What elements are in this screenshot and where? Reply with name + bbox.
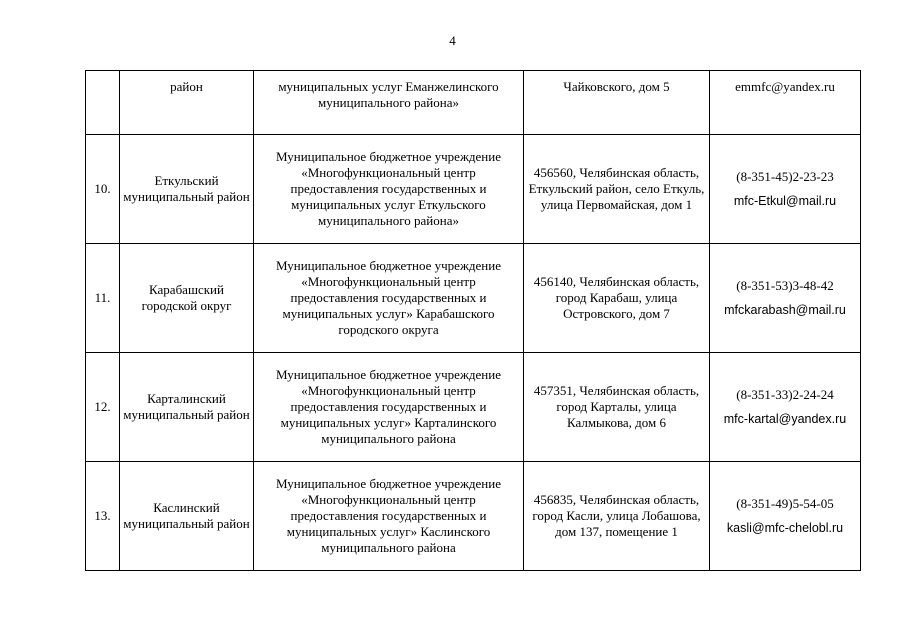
phone-number: (8-351-45)2-23-23 <box>736 169 834 184</box>
address-cell: 456835, Челябинская область, город Касли, улица Лобашова, дом 137, помещение 1 <box>524 462 710 571</box>
district-cell: Карталинский муниципальный район <box>120 353 254 462</box>
contacts-cell <box>710 135 861 244</box>
district-cell: Еткульский муниципальный район <box>120 135 254 244</box>
contacts-cell <box>710 71 861 135</box>
mfc-table <box>85 70 861 571</box>
email-link[interactable]: kasli@mfc-chelobl.ru <box>726 521 844 535</box>
table-row <box>86 462 861 571</box>
organization-cell: Муниципальное бюджетное учреждение «Многофункциональный центр предоставления государственных и муниципальных услуг» Карталинского муниципального района <box>254 353 524 462</box>
organization-cell: муниципальных услуг Еманжелинского муниципального района» <box>254 71 524 135</box>
table-row <box>86 135 861 244</box>
district-cell: район <box>120 71 254 135</box>
table-row <box>86 353 861 462</box>
row-number: 11. <box>86 244 120 353</box>
contacts-cell <box>710 462 861 571</box>
row-number: 12. <box>86 353 120 462</box>
address-cell: 457351, Челябинская область, город Карталы, улица Калмыкова, дом 6 <box>524 353 710 462</box>
email-link[interactable]: mfckarabash@mail.ru <box>724 303 846 317</box>
contacts-cell <box>710 244 861 353</box>
phone-number: (8-351-53)3-48-42 <box>736 278 834 293</box>
row-number: 10. <box>86 135 120 244</box>
phone-number: (8-351-49)5-54-05 <box>736 496 834 511</box>
row-number: 13. <box>86 462 120 571</box>
email-link[interactable]: mfc-Etkul@mail.ru <box>733 194 837 208</box>
contacts-cell <box>710 353 861 462</box>
page-number: 4 <box>449 33 456 48</box>
email-link[interactable]: emmfc@yandex.ru <box>735 79 835 94</box>
address-cell: 456560, Челябинская область, Еткульский район, село Еткуль, улица Первомайская, дом 1 <box>524 135 710 244</box>
organization-cell: Муниципальное бюджетное учреждение «Многофункциональный центр предоставления государственных и муниципальных услуг Еткульского муниципального района» <box>254 135 524 244</box>
district-cell: Карабашский городской округ <box>120 244 254 353</box>
address-cell: 456140, Челябинская область, город Карабаш, улица Островского, дом 7 <box>524 244 710 353</box>
address-cell: Чайковского, дом 5 <box>524 71 710 135</box>
phone-number: (8-351-33)2-24-24 <box>736 387 834 402</box>
email-link[interactable]: mfc-kartal@yandex.ru <box>723 412 847 426</box>
organization-cell: Муниципальное бюджетное учреждение «Многофункциональный центр предоставления государственных и муниципальных услуг» Каслинского муниципального района <box>254 462 524 571</box>
district-cell: Каслинский муниципальный район <box>120 462 254 571</box>
row-number <box>86 71 120 135</box>
table-row <box>86 244 861 353</box>
table-row <box>86 71 861 135</box>
organization-cell: Муниципальное бюджетное учреждение «Многофункциональный центр предоставления государственных и муниципальных услуг» Карабашского городского округа <box>254 244 524 353</box>
